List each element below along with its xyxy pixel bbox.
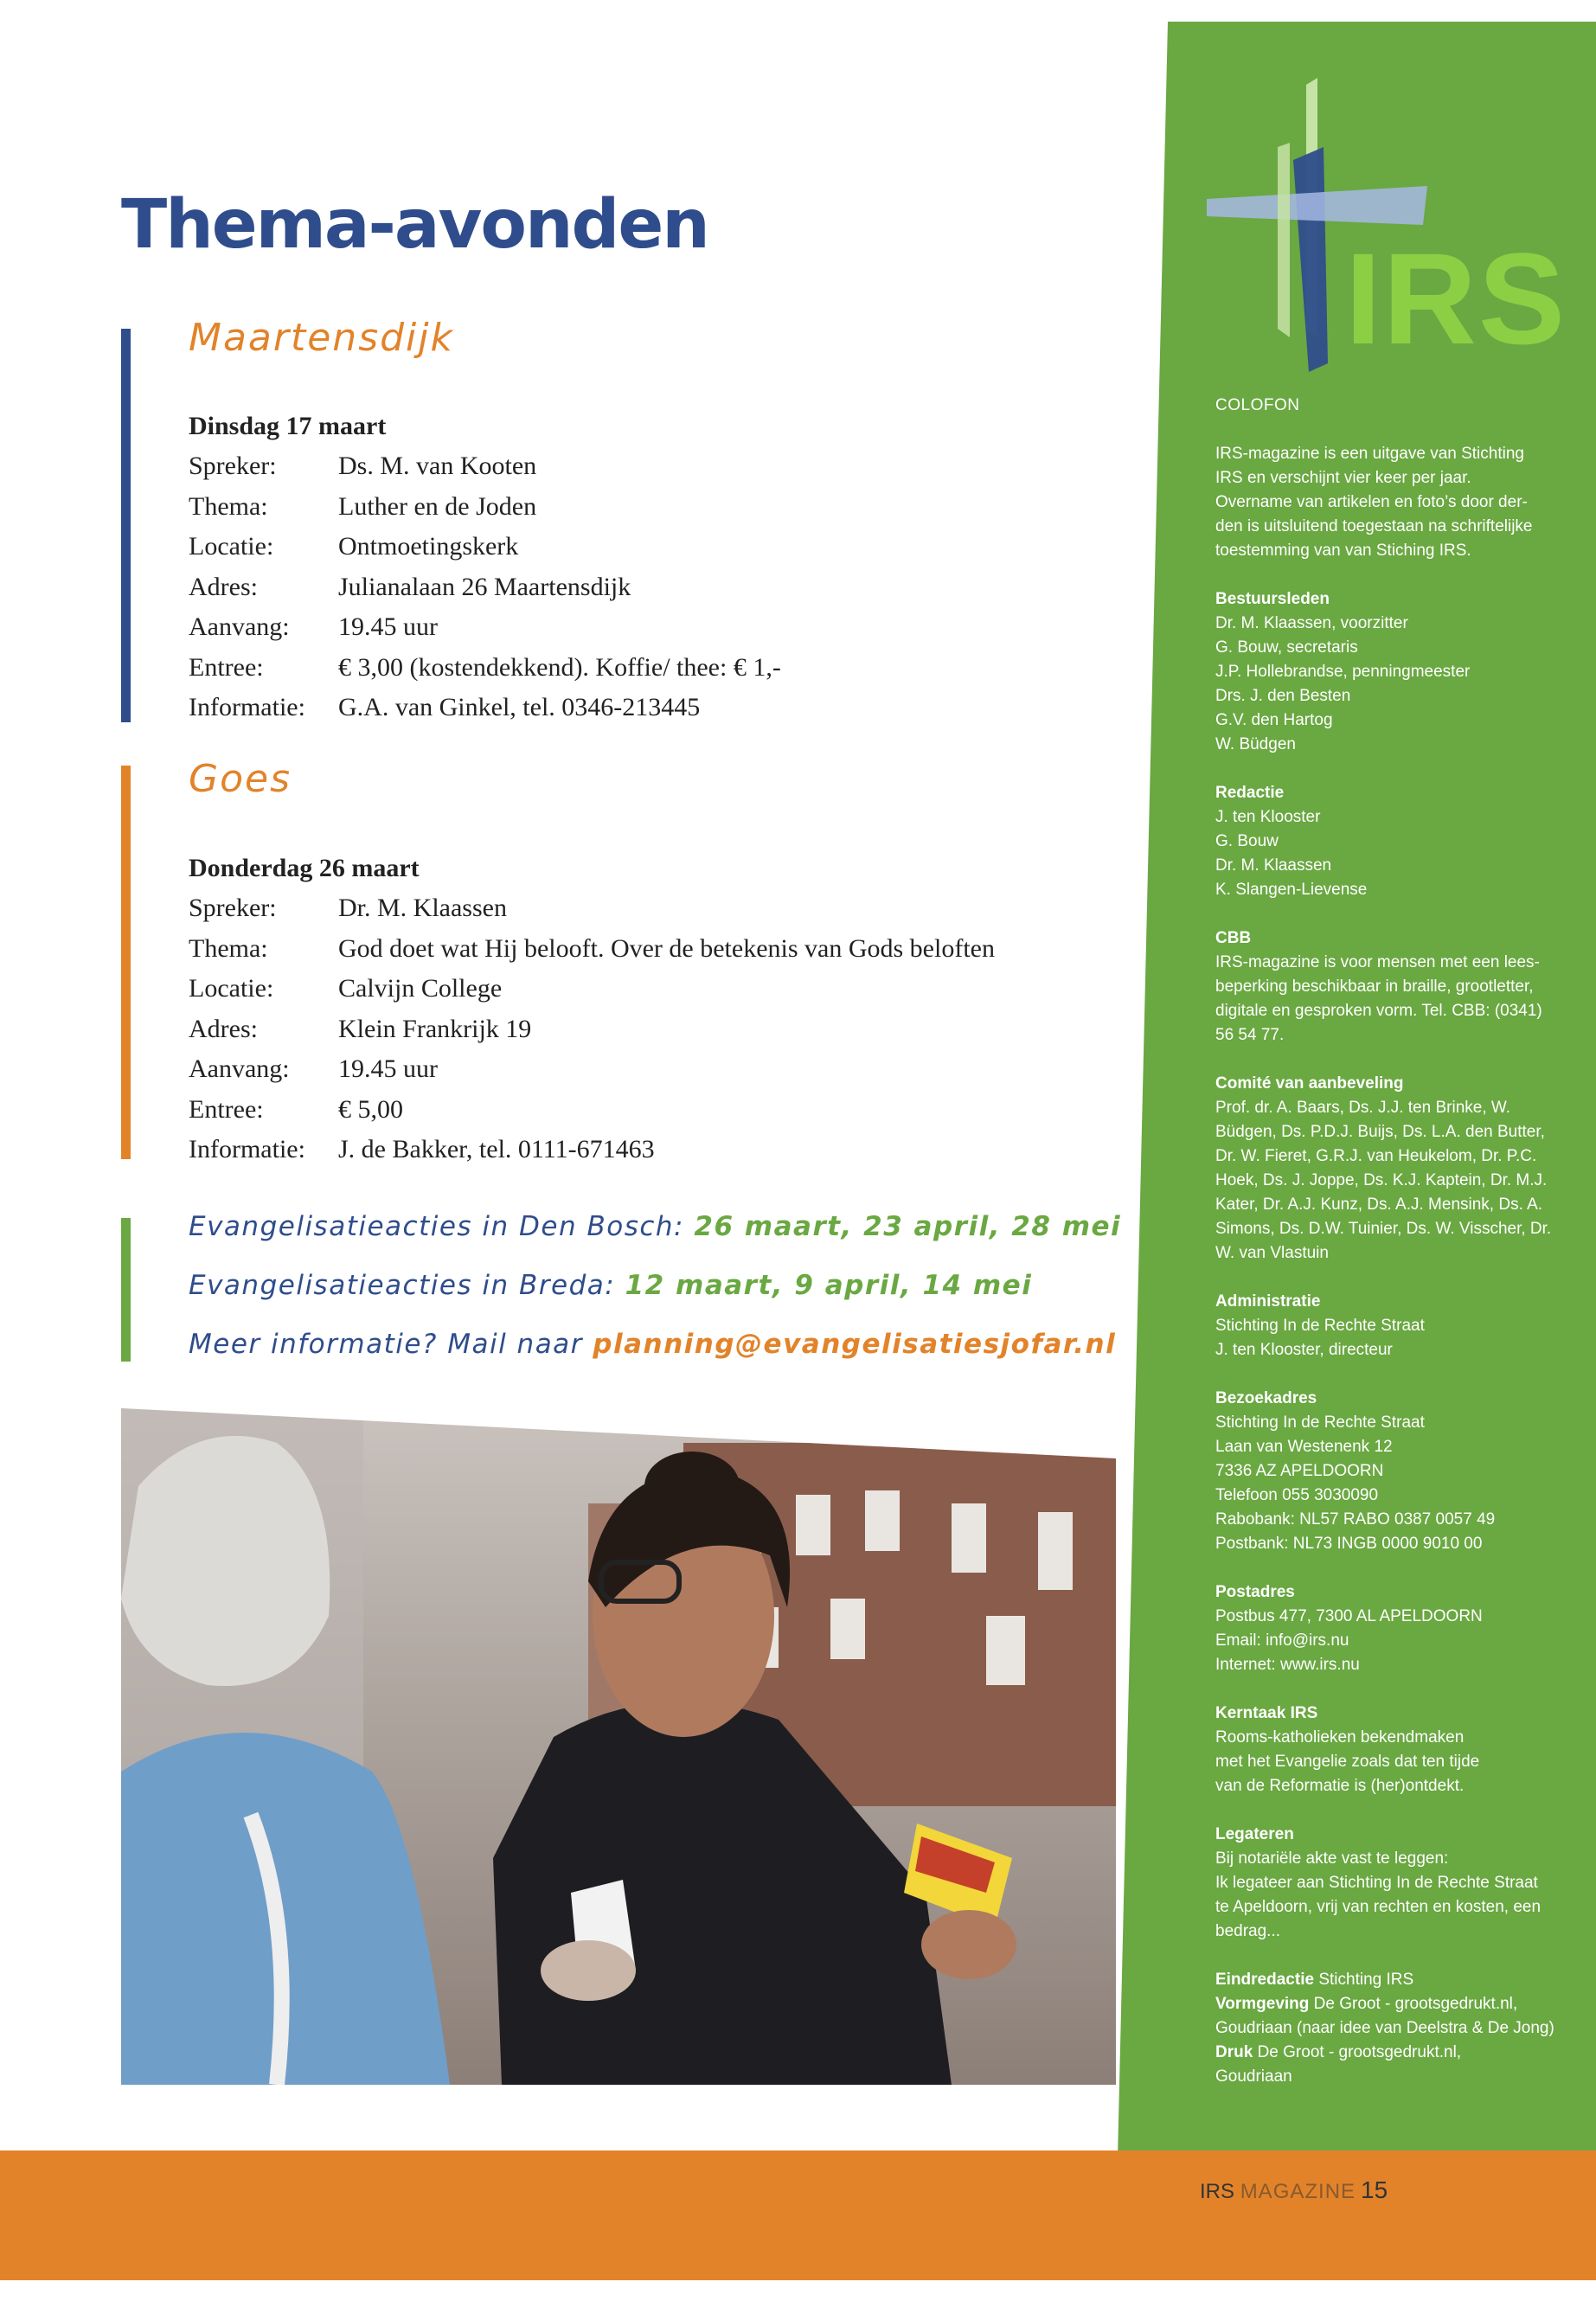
row-value: 19.45 uur — [338, 612, 438, 641]
row-key: Adres: — [189, 572, 258, 601]
colofon-title: COLOFON — [1215, 396, 1300, 414]
post-line: Internet: www.irs.nu — [1215, 1656, 1360, 1674]
event-row — [189, 487, 1062, 528]
section-heading: Bestuursleden — [1215, 590, 1330, 608]
kerntaak-line: van de Reformatie is (her)ontdekt. — [1215, 1777, 1465, 1795]
credit-value: Stichting IRS — [1318, 1971, 1414, 1989]
comite-line: Simons, Ds. D.W. Tuinier, Ds. W. Visscher, Dr. — [1215, 1220, 1552, 1238]
footer-brand: IRS — [1200, 2180, 1235, 2203]
street-evangelism-photo — [121, 1408, 1116, 2085]
den-bosch-label: Evangelisatieacties in Den Bosch: — [189, 1211, 685, 1242]
event-row — [189, 688, 1062, 728]
event-row — [189, 1049, 1062, 1090]
redactie-line: K. Slangen-Lievense — [1215, 881, 1368, 899]
row-key: Adres: — [189, 1014, 258, 1043]
section-bar-blue — [121, 329, 131, 722]
row-value: € 5,00 — [338, 1094, 403, 1124]
row-key: Thema: — [189, 933, 268, 963]
cbb-line: beperking beschikbaar in braille, grootletter, — [1215, 977, 1534, 996]
cbb-line: 56 54 77. — [1215, 1026, 1285, 1044]
post-line: Email: info@irs.nu — [1215, 1631, 1349, 1650]
event-row — [189, 1009, 1062, 1050]
credit-line — [1215, 1992, 1557, 2016]
redactie-line: Dr. M. Klaassen — [1215, 856, 1332, 875]
row-key: Informatie: — [189, 1135, 305, 1163]
event-row — [189, 446, 1062, 487]
den-bosch-line — [189, 1211, 1121, 1242]
row-key: Aanvang: — [189, 1054, 290, 1083]
section-heading: Administratie — [1215, 1292, 1321, 1311]
admin-line: Stichting In de Rechte Straat — [1215, 1317, 1425, 1335]
colofon-comite — [1215, 1072, 1557, 1266]
row-key: Thema: — [189, 491, 268, 521]
row-key: Locatie: — [189, 532, 274, 561]
event-date: Dinsdag 17 maart — [189, 412, 387, 440]
bestuur-line: W. Büdgen — [1215, 735, 1296, 753]
credit-line — [1215, 2041, 1557, 2065]
den-bosch-dates: 26 maart, 23 april, 28 mei — [694, 1211, 1122, 1242]
row-value: G.A. van Ginkel, tel. 0346-213445 — [338, 693, 701, 721]
comite-line: W. van Vlastuin — [1215, 1244, 1329, 1262]
row-key: Aanvang: — [189, 612, 290, 641]
breda-label: Evangelisatieacties in Breda: — [189, 1270, 616, 1301]
intro-line: IRS-magazine is een uitgave van Stichting — [1215, 445, 1524, 463]
event-details-maartensdijk — [189, 407, 1062, 728]
section-heading: Postadres — [1215, 1583, 1295, 1601]
bezoek-line: Rabobank: NL57 RABO 0387 0057 49 — [1215, 1510, 1496, 1529]
irs-logo-text: IRS — [1345, 226, 1567, 371]
page-title: Thema-avonden — [121, 186, 708, 264]
credit-label: Eindredactie — [1215, 1971, 1315, 1989]
more-info-label: Meer informatie? Mail naar — [189, 1329, 583, 1360]
row-key: Locatie: — [189, 974, 274, 1003]
intro-line: den is uitsluitend toegestaan na schriftelijke — [1215, 517, 1533, 535]
kerntaak-line: Rooms-katholieken bekendmaken — [1215, 1728, 1465, 1747]
colofon-legateren — [1215, 1823, 1557, 1944]
colofon — [1215, 394, 1557, 2113]
row-value: Julianalaan 26 Maartensdijk — [338, 572, 631, 601]
credit-line: Goudriaan — [1215, 2067, 1292, 2086]
breda-line — [189, 1270, 1032, 1301]
cbb-line: IRS-magazine is voor mensen met een lees- — [1215, 953, 1540, 971]
event-row — [189, 969, 1062, 1009]
colofon-intro — [1215, 442, 1557, 563]
credit-label: Vormgeving — [1215, 1995, 1310, 2013]
bestuur-line: J.P. Hollebrandse, penningmeester — [1215, 663, 1471, 681]
bezoek-line: 7336 AZ APELDOORN — [1215, 1462, 1384, 1480]
legaten-line: Ik legateer aan Stichting In de Rechte Straat — [1215, 1874, 1538, 1892]
legaten-line: Bij notariële akte vast te leggen: — [1215, 1849, 1449, 1868]
kerntaak-line: met het Evangelie zoals dat ten tijde — [1215, 1753, 1480, 1771]
comite-line: Hoek, Ds. J. Joppe, Ds. K.J. Kaptein, Dr. M.J. — [1215, 1171, 1548, 1189]
colofon-kerntaak — [1215, 1702, 1557, 1798]
intro-line: toestemming van van Stiching IRS. — [1215, 542, 1471, 560]
credit-line — [1215, 1968, 1557, 1992]
breda-dates: 12 maart, 9 april, 14 mei — [625, 1270, 1033, 1301]
colofon-cbb — [1215, 926, 1557, 1048]
event-row — [189, 607, 1062, 648]
colofon-bezoekadres — [1215, 1387, 1557, 1556]
cbb-line: digitale en gesproken vorm. Tel. CBB: (0341) — [1215, 1002, 1542, 1020]
section-heading: Bezoekadres — [1215, 1389, 1317, 1407]
credit-value: De Groot - grootsgedrukt.nl, — [1257, 2043, 1462, 2061]
colofon-postadres — [1215, 1580, 1557, 1677]
event-date: Donderdag 26 maart — [189, 854, 420, 882]
bezoek-line: Telefoon 055 3030090 — [1215, 1486, 1379, 1504]
footer-bar — [0, 2150, 1596, 2280]
contact-email-link[interactable]: planning@evangelisatiesjofar.nl — [593, 1329, 1117, 1360]
row-key: Spreker: — [189, 894, 277, 922]
row-value: Luther en de Joden — [338, 491, 537, 521]
admin-line: J. ten Klooster, directeur — [1215, 1341, 1393, 1359]
legaten-line: bedrag... — [1215, 1922, 1280, 1940]
comite-line: Dr. W. Fieret, G.R.J. van Heukelom, Dr. P.C. — [1215, 1147, 1537, 1165]
event-row — [189, 1090, 1062, 1131]
bezoek-line: Laan van Westenenk 12 — [1215, 1438, 1393, 1456]
event-row — [189, 567, 1062, 608]
bestuur-line: G.V. den Hartog — [1215, 711, 1333, 729]
row-value: Dr. M. Klaassen — [338, 894, 507, 922]
section-heading: Comité van aanbeveling — [1215, 1074, 1404, 1093]
page-number: 15 — [1361, 2176, 1388, 2203]
colofon-bestuur — [1215, 587, 1557, 757]
event-row — [189, 527, 1062, 567]
colofon-credits — [1215, 1968, 1557, 2089]
event-place-heading: Maartensdijk — [189, 316, 454, 360]
intro-line: Overname van artikelen en foto’s door der- — [1215, 493, 1528, 511]
colofon-redactie — [1215, 781, 1557, 902]
credit-value: De Groot - grootsgedrukt.nl, — [1313, 1995, 1518, 2013]
credit-label: Druk — [1215, 2043, 1253, 2061]
row-key: Entree: — [189, 652, 264, 682]
row-value: Klein Frankrijk 19 — [338, 1014, 532, 1043]
legaten-line: te Apeldoorn, vrij van rechten en kosten, een — [1215, 1898, 1542, 1916]
row-key: Informatie: — [189, 693, 305, 721]
intro-line: IRS en verschijnt vier keer per jaar. — [1215, 469, 1471, 487]
bestuur-line: Dr. M. Klaassen, voorzitter — [1215, 614, 1408, 632]
section-heading: Legateren — [1215, 1825, 1294, 1843]
more-info-line — [189, 1329, 1116, 1360]
row-value: Ontmoetingskerk — [338, 532, 519, 561]
comite-line: Prof. dr. A. Baars, Ds. J.J. ten Brinke, W. — [1215, 1099, 1511, 1117]
event-row — [189, 648, 1062, 689]
row-value: 19.45 uur — [338, 1054, 438, 1083]
event-row — [189, 929, 1062, 970]
row-value: € 3,00 (kostendekkend). Koffie/ thee: € 1,- — [338, 652, 781, 682]
row-key: Spreker: — [189, 452, 277, 480]
section-bar-green — [121, 1218, 131, 1362]
redactie-line: J. ten Klooster — [1215, 808, 1321, 826]
row-key: Entree: — [189, 1094, 264, 1124]
event-row — [189, 888, 1062, 929]
event-details-goes — [189, 849, 1062, 1170]
bezoek-line: Postbank: NL73 INGB 0000 9010 00 — [1215, 1535, 1483, 1553]
comite-line: Kater, Dr. A.J. Kunz, Ds. A.J. Mensink, Ds. A. — [1215, 1195, 1543, 1214]
event-place-heading: Goes — [189, 757, 292, 801]
comite-line: Büdgen, Ds. P.D.J. Buijs, Ds. L.A. den Butter, — [1215, 1123, 1545, 1141]
post-line: Postbus 477, 7300 AL APELDOORN — [1215, 1607, 1483, 1625]
redactie-line: G. Bouw — [1215, 832, 1279, 850]
section-bar-orange — [121, 766, 131, 1159]
bestuur-line: Drs. J. den Besten — [1215, 687, 1351, 705]
event-row — [189, 1130, 1062, 1170]
footer-magazine-name — [1200, 2180, 1356, 2204]
section-heading: Redactie — [1215, 784, 1285, 802]
credit-line: Goudriaan (naar idee van Deelstra & De Jong) — [1215, 2019, 1554, 2037]
row-value: Ds. M. van Kooten — [338, 452, 537, 480]
footer-magazine: MAGAZINE — [1240, 2180, 1356, 2203]
section-heading: CBB — [1215, 929, 1252, 947]
colofon-administratie — [1215, 1290, 1557, 1362]
bestuur-line: G. Bouw, secretaris — [1215, 638, 1358, 657]
section-heading: Kerntaak IRS — [1215, 1704, 1318, 1722]
row-value: J. de Bakker, tel. 0111-671463 — [338, 1135, 655, 1163]
bezoek-line: Stichting In de Rechte Straat — [1215, 1413, 1425, 1432]
row-value: Calvijn College — [338, 974, 503, 1003]
row-value: God doet wat Hij belooft. Over de betekenis van Gods beloften — [338, 933, 995, 963]
